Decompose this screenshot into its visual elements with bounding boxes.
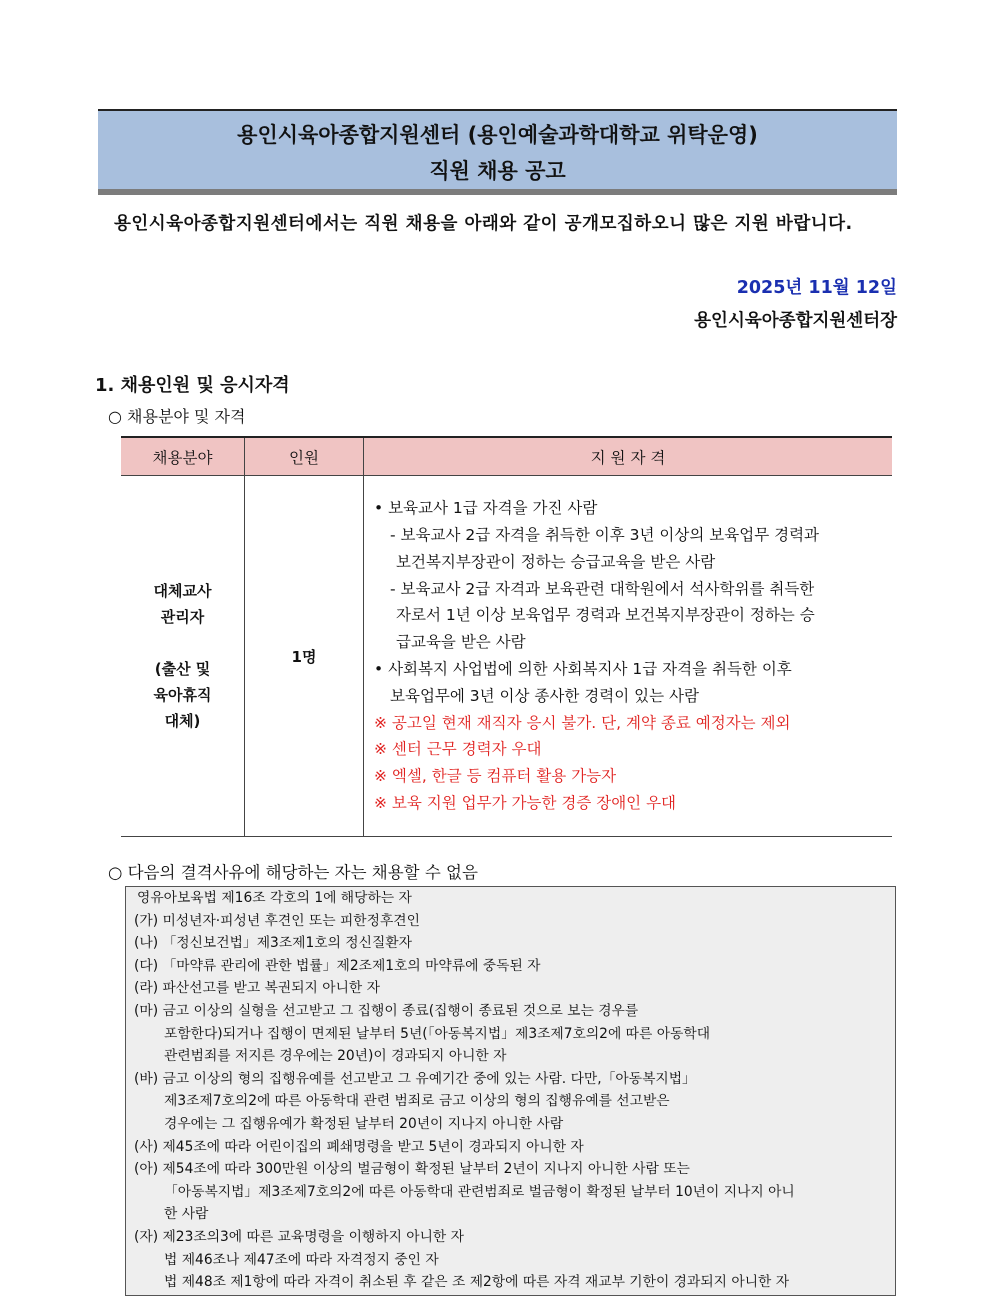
qualification-line: • 사회복지 사업법에 의한 사회복지사 1급 자격을 취득한 이후 xyxy=(374,660,792,678)
item-text: 제54조에 따라 300만원 이상의 벌금형이 확정된 날부터 2년이 지나지 아니한 사람 또는 xyxy=(162,1161,690,1178)
page-title: 용인시육아종합지원센터 (용인예술과학대학교 위탁운영) xyxy=(237,123,758,147)
qualification-line: - 보육교사 2급 자격을 취득한 이후 3년 이상의 보육업무 경력과 xyxy=(390,526,820,545)
item-text: 제23조의3에 따른 교육명령을 이행하지 아니한 자 xyxy=(162,1228,464,1245)
section-heading: 1. 채용인원 및 응시자격 xyxy=(95,375,290,396)
disqualification-item xyxy=(134,910,895,933)
disqualification-box xyxy=(125,886,896,1296)
disqualification-item xyxy=(134,1000,895,1023)
disqualification-title: 영유아보육법 제16조 각호의 1에 해당하는 자 xyxy=(137,890,412,906)
item-label: (라) xyxy=(134,980,159,997)
header-qualification: 지 원 자 격 xyxy=(364,437,893,476)
notice-line: ※ 엑셀, 한글 등 컴퓨터 활용 가능자 xyxy=(374,767,617,786)
item-text: 미성년자·피성년 후견인 또는 피한정후견인 xyxy=(162,912,420,929)
item-text: 「마약류 관리에 관한 법률」제2조제1호의 마약류에 중독된 자 xyxy=(162,957,541,974)
item-label: (아) xyxy=(134,1161,159,1178)
disqualification-item-continuation: 법 제48조 제1항에 따라 자격이 취소된 후 같은 조 제2항에 따른 자격 재교부 기한이 경과되지 아니한 자 xyxy=(164,1274,790,1291)
disqualification-item xyxy=(134,1068,895,1091)
item-text: 「정신보건법」제3조제1호의 정신질환자 xyxy=(162,935,412,952)
item-text: 금고 이상의 실형을 선고받고 그 집행이 종료(집행이 종료된 것으로 보는 경우를 xyxy=(162,1002,639,1019)
disqualification-heading: ○ 다음의 결격사유에 해당하는 자는 채용할 수 없음 xyxy=(108,863,478,882)
disqualification-item-continuation: 「아동복지법」제3조제7호의2에 따른 아동학대 관련범죄로 벌금형이 확정된 날부터 10년이 지나지 아니 xyxy=(164,1183,795,1200)
item-label: (마) xyxy=(134,1002,159,1019)
qualification-line: 보육업무에 3년 이상 종사한 경력이 있는 사람 xyxy=(390,686,699,705)
item-label: (나) xyxy=(134,935,159,952)
notice-date: 2025년 11월 12일 xyxy=(736,278,897,298)
disqualification-item-continuation: 관련범죄를 저지른 경우에는 20년)이 경과되지 아니한 자 xyxy=(164,1048,507,1065)
field-cell: 대체교사 관리자 (출산 및 육아휴직 대체) xyxy=(121,476,245,837)
notice-line: ※ 보육 지원 업무가 가능한 경증 장애인 우대 xyxy=(374,793,677,812)
disqualification-item-continuation: 법 제46조나 제47조에 따라 자격정지 중인 자 xyxy=(164,1251,439,1268)
disqualification-item xyxy=(134,1136,895,1159)
disqualification-item-continuation: 제3조제7호의2에 따른 아동학대 관련 범죄로 금고 이상의 형의 집행유예를 선고받은 xyxy=(164,1093,670,1110)
disqualification-item-continuation: 경우에는 그 집행유예가 확정된 날부터 20년이 지나지 아니한 사람 xyxy=(164,1115,564,1132)
page-subtitle: 직원 채용 공고 xyxy=(429,159,566,183)
disqualification-item xyxy=(134,932,895,955)
section-subheading: ○ 채용분야 및 자격 xyxy=(108,407,246,426)
notice-line: ※ 공고일 현재 재직자 응시 불가. 단, 계약 종료 예정자는 제외 xyxy=(374,713,791,732)
item-text: 금고 이상의 형의 집행유예를 선고받고 그 유예기간 중에 있는 사람. 다만,「아동복지법」 xyxy=(162,1070,696,1087)
disqualification-item xyxy=(134,977,895,1000)
notice-line: ※ 센터 근무 경력자 우대 xyxy=(374,740,542,759)
table-row xyxy=(121,476,892,837)
qualification-cell xyxy=(364,476,893,837)
disqualification-item xyxy=(134,1158,895,1181)
item-text: 파산선고를 받고 복권되지 아니한 자 xyxy=(162,980,380,997)
title-banner xyxy=(98,109,897,195)
item-text: 제45조에 따라 어린이집의 폐쇄명령을 받고 5년이 경과되지 아니한 자 xyxy=(162,1138,584,1155)
disqualification-item xyxy=(134,955,895,978)
item-label: (가) xyxy=(134,912,159,929)
item-label: (자) xyxy=(134,1228,159,1245)
disqualification-item-continuation: 한 사람 xyxy=(164,1206,209,1223)
intro-paragraph: 용인시육아종합지원센터에서는 직원 채용을 아래와 같이 공개모집하오니 많은 지원 바랍니다. xyxy=(114,214,853,234)
qualification-line: • 보육교사 1급 자격을 가진 사람 xyxy=(374,499,598,518)
header-count: 인원 xyxy=(245,437,364,476)
disqualification-item-continuation: 포함한다)되거나 집행이 면제된 날부터 5년(「아동복지법」제3조제7호의2에 따른 아동학대 xyxy=(164,1025,711,1042)
recruitment-table xyxy=(121,436,892,837)
table-header-row xyxy=(121,437,892,476)
item-label: (바) xyxy=(134,1070,159,1087)
qualification-line: 보건복지부장관이 정하는 승급교육을 받은 사람 xyxy=(396,552,716,571)
signature: 용인시육아종합지원센터장 xyxy=(694,311,897,331)
qualification-line: 자로서 1년 이상 보육업무 경력과 보건복지부장관이 정하는 승 xyxy=(396,606,815,625)
disqualification-item xyxy=(134,1226,895,1249)
count-cell: 1명 xyxy=(245,476,364,837)
qualification-line: 급교육을 받은 사람 xyxy=(396,633,526,652)
header-field: 채용분야 xyxy=(121,437,245,476)
item-label: (사) xyxy=(134,1138,159,1155)
qualification-line: - 보육교사 2급 자격과 보육관련 대학원에서 석사학위를 취득한 xyxy=(390,579,815,598)
item-label: (다) xyxy=(134,957,159,974)
